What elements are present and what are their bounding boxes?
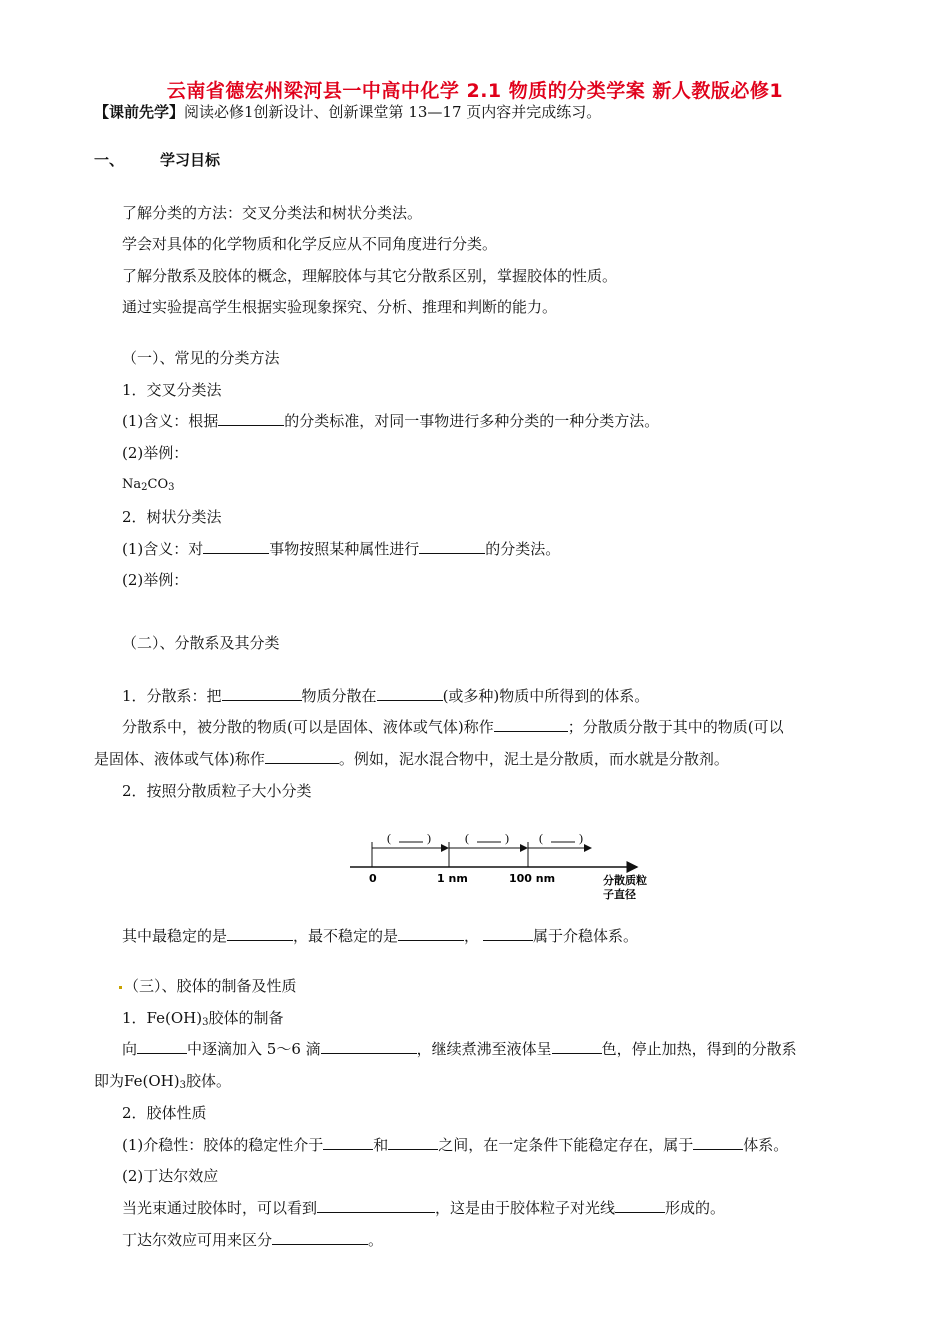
classify-by-size-title: 2．按照分散质粒子大小分类 [122,782,312,800]
blank[interactable] [693,1135,743,1150]
colloid-properties-title: 2．胶体性质 [122,1104,207,1122]
tree-example-label: (2)举例： [122,571,189,589]
dispersion-definition: 1．分散系：把 物质分散在 (或多种)物质中所得到的体系。 [122,687,650,705]
section1-title: 学习目标 [160,151,221,169]
part3-heading: （三）、胶体的制备及性质 [124,977,297,995]
pre-study-text: 阅读必修1创新设计、创新课堂第 13—17 页内容并完成练习。 [184,103,602,121]
particle-size-axis-diagram [345,822,685,904]
blank[interactable] [419,539,485,554]
stability-question: 其中最稳定的是 ，最不稳定的是 ， 属于介稳体系。 [122,927,639,945]
na2co3-formula: $Na_2CO_3$ [122,477,175,493]
pre-study-line [94,102,601,122]
goal-4: 通过实验提高学生根据实验现象探究、分析、推理和判断的能力。 [122,298,558,316]
tyndall-text: 当光束通过胶体时，可以看到 ，这是由于胶体粒子对光线 形成的。 [122,1199,726,1217]
part2-heading: （二）、分散系及其分类 [122,634,280,652]
blank-3-open: ( [539,831,543,845]
blank[interactable] [377,686,443,701]
axis-label-line1: 分散质粒 [603,874,647,887]
cross-example-label: (2)举例： [122,444,189,462]
tick-label-1nm: 1 nm [437,872,468,885]
marker-dot [119,986,122,989]
blank[interactable] [321,1039,417,1054]
blank[interactable] [323,1135,373,1150]
blank-2-close: ) [505,831,509,845]
blank[interactable] [317,1198,435,1213]
blank[interactable] [552,1039,602,1054]
dispersion-text-2: 是固体、液体或气体)称作 。例如，泥水混合物中，泥土是分散质，而水就是分散剂。 [94,750,729,768]
blank-3-close: ) [579,831,583,845]
tyndall-title: (2)丁达尔效应 [122,1167,219,1185]
blank[interactable] [222,686,302,701]
blank[interactable] [218,411,284,426]
tree-classification-title: 2．树状分类法 [122,508,222,526]
document-title: 云南省德宏州梁河县一中高中化学 2.1 物质的分类学案 新人教版必修1 [166,80,784,102]
blank-2-open: ( [465,831,469,845]
colloid-prep-text-2: 即为$Fe(OH)_3$胶体。 [94,1072,231,1091]
cross-definition: (1)含义：根据 的分类标准，对同一事物进行多种分类的一种分类方法。 [122,412,660,430]
colloid-prep-text-1: 向 中逐滴加入 5～6 滴 ，继续煮沸至液体呈 色，停止加热，得到的分散系 [122,1040,797,1058]
colloid-prep-title: 1．$Fe(OH)_3$胶体的制备 [122,1009,284,1028]
metastability-text: (1)介稳性：胶体的稳定性介于 和 之间，在一定条件下能稳定存在，属于 体系。 [122,1136,789,1154]
blank[interactable] [388,1135,438,1150]
blank-1-open: ( [387,831,391,845]
pre-study-label: 【课前先学】 [94,103,185,121]
blank[interactable] [272,1230,368,1245]
part3-heading-line [119,976,297,996]
blank[interactable] [615,1198,665,1213]
blank-1-close: ) [427,831,431,845]
cross-classification-title: 1．交叉分类法 [122,381,222,399]
goal-3: 了解分散系及胶体的概念，理解胶体与其它分散系区别，掌握胶体的性质。 [122,267,618,285]
blank[interactable] [494,717,568,732]
goal-2: 学会对具体的化学物质和化学反应从不同角度进行分类。 [122,235,498,253]
blank[interactable] [265,749,339,764]
blank[interactable] [203,539,269,554]
tick-label-100nm: 100 nm [509,872,556,885]
blank[interactable] [137,1039,187,1054]
dispersion-text-1: 分散系中，被分散的物质(可以是固体、液体或气体)称作 ；分散质分散于其中的物质(可以 [122,718,784,736]
blank[interactable] [483,926,533,941]
tick-label-0: 0 [369,872,377,885]
blank[interactable] [398,926,464,941]
tyndall-use-text: 丁达尔效应可用来区分 。 [122,1231,384,1249]
blank[interactable] [227,926,293,941]
part1-heading: （一）、常见的分类方法 [122,349,280,367]
section1-number: 一、 [94,151,125,169]
axis-label-line2: 子直径 [603,888,636,901]
tree-definition: (1)含义：对 事物按照某种属性进行 的分类法。 [122,540,561,558]
goal-1: 了解分类的方法：交叉分类法和树状分类法。 [122,204,423,222]
